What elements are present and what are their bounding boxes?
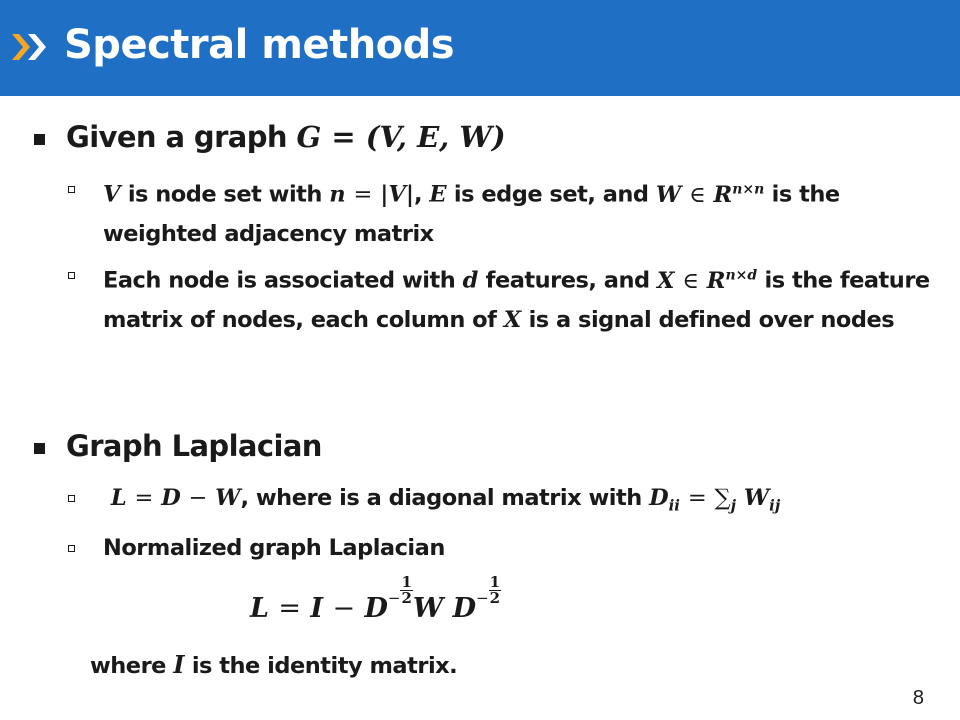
node-set-item: V is node set with n = |V|, E is edge set, and W ∈ $R^{n\times n}$ is the weighted adjacency matrix (103, 181, 840, 247)
bullet-hollow (68, 272, 75, 279)
normalized-laplacian-formula: L = I − D− $\frac{1}{2}$ W D− $\frac{1}{2}$ (250, 573, 501, 624)
bullet-hollow (68, 186, 75, 193)
feature-item: Each node is associated with d features, and X ∈ $R^{n\times d}$ is the feature matrix of nodes, each column of X is a signal defined over nodes (103, 267, 930, 333)
bullet-hollow (68, 545, 75, 552)
slide-title: Spectral methods (64, 22, 455, 68)
section-heading-laplacian: Graph Laplacian (66, 429, 322, 463)
page-number: 8 (912, 687, 924, 709)
bullet-square (34, 443, 45, 454)
normalized-laplacian-item: Normalized graph Laplacian (103, 535, 445, 561)
graph-formula: G = (V, E, W) (296, 120, 506, 154)
section-label: Given a graph (66, 120, 287, 154)
bullet-square (34, 134, 45, 145)
section-heading-graph (66, 120, 506, 154)
double-chevron-icon (12, 30, 52, 64)
identity-note: where I is the identity matrix. (90, 650, 458, 679)
title-bar (0, 0, 960, 96)
bullet-hollow (68, 495, 75, 502)
laplacian-def-item: L = D − W, where is a diagonal matrix with $D_{ii} = \sum_j$ $W_{ij}$ (103, 485, 781, 515)
